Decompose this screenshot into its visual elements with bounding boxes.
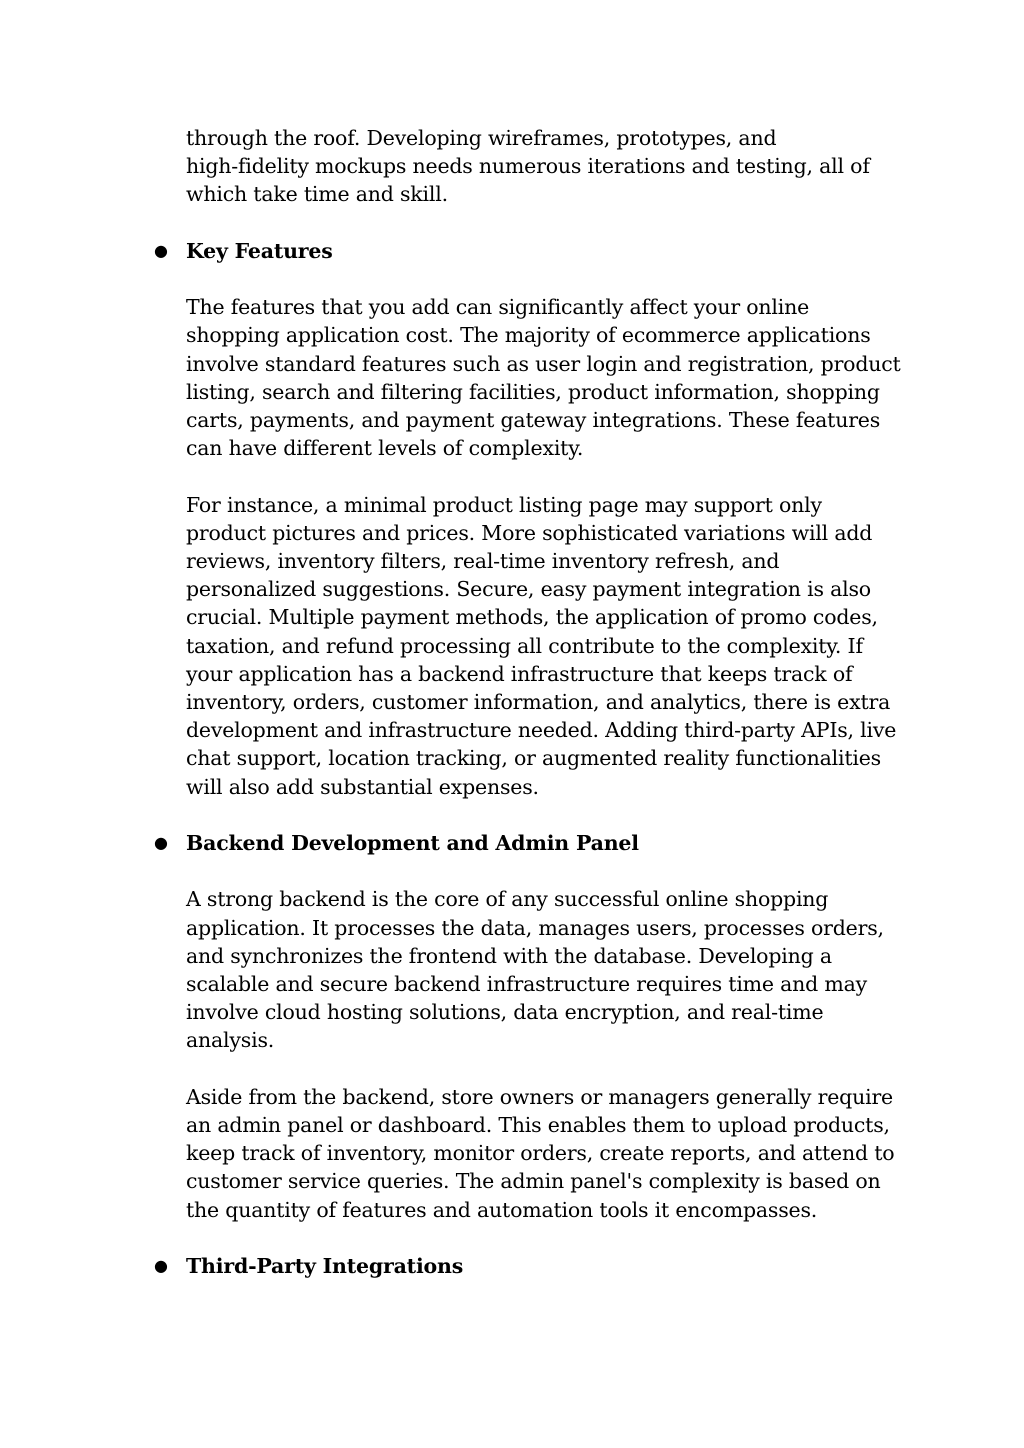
section-heading <box>154 1252 906 1280</box>
text-line: application. It processes the data, manages users, processes orders, <box>186 915 884 940</box>
text-line: can have different levels of complexity. <box>186 436 584 461</box>
section-heading <box>154 237 906 265</box>
text-line: customer service queries. The admin panel's complexity is based on <box>186 1169 881 1194</box>
paragraph <box>186 293 906 462</box>
text-line: taxation, and refund processing all contribute to the complexity. If <box>186 633 863 658</box>
paragraph-spacer <box>186 462 906 490</box>
text-line: A strong backend is the core of any successful online shopping <box>186 887 829 912</box>
paragraph-spacer <box>186 801 906 829</box>
text-line: product pictures and prices. More sophisticated variations will add <box>186 520 873 545</box>
text-line: involve standard features such as user login and registration, product <box>186 351 901 376</box>
text-line: personalized suggestions. Secure, easy payment integration is also <box>186 577 871 602</box>
paragraph-spacer <box>186 857 906 885</box>
text-line: inventory, orders, customer information, and analytics, there is extra <box>186 690 891 715</box>
text-line: carts, payments, and payment gateway integrations. These features <box>186 408 881 432</box>
text-line: through the roof. Developing wireframes, prototypes, and <box>186 126 777 150</box>
text-line: scalable and secure backend infrastructure requires time and may <box>186 972 868 997</box>
document-content <box>154 124 906 1280</box>
text-line: your application has a backend infrastructure that keeps track of <box>186 661 853 686</box>
text-line: Aside from the backend, store owners or managers generally require <box>186 1084 893 1109</box>
text-line: which take time and skill. <box>186 182 448 207</box>
text-line: high-fidelity mockups needs numerous iterations and testing, all of <box>186 154 870 179</box>
section-heading-text: Third-Party Integrations <box>186 1254 464 1279</box>
paragraph-spacer <box>186 1055 906 1083</box>
text-line: The features that you add can significantly affect your online <box>186 295 810 320</box>
section-heading-text: Key Features <box>186 238 333 263</box>
text-line: analysis. <box>186 1028 275 1053</box>
text-line: the quantity of features and automation tools it encompasses. <box>186 1197 818 1222</box>
text-line: shopping application cost. The majority of ecommerce applications <box>186 323 871 348</box>
bullet-icon: ● <box>154 240 168 260</box>
section-heading-text: Backend Development and Admin Panel <box>186 831 639 856</box>
text-line: chat support, location tracking, or augmented reality functionalities <box>186 746 881 771</box>
text-line: crucial. Multiple payment methods, the application of promo codes, <box>186 605 878 630</box>
text-line: development and infrastructure needed. Adding third-party APIs, live <box>186 718 897 743</box>
text-line: listing, search and filtering facilities, product information, shopping <box>186 379 880 404</box>
text-line: reviews, inventory filters, real-time inventory refresh, and <box>186 549 780 573</box>
text-line: and synchronizes the frontend with the database. Developing a <box>186 943 832 968</box>
paragraph <box>186 1083 906 1224</box>
bullet-icon: ● <box>154 1256 168 1276</box>
paragraph-spacer <box>186 1224 906 1252</box>
paragraph <box>186 491 906 801</box>
paragraph <box>186 885 906 1054</box>
section-heading <box>154 829 906 857</box>
bullet-icon: ● <box>154 833 168 853</box>
text-line: an admin panel or dashboard. This enables them to upload products, <box>186 1113 890 1138</box>
text-line: For instance, a minimal product listing page may support only <box>186 492 822 517</box>
text-line: keep track of inventory, monitor orders, create reports, and attend to <box>186 1141 895 1166</box>
text-line: involve cloud hosting solutions, data encryption, and real-time <box>186 1000 824 1025</box>
paragraph-spacer <box>186 209 906 237</box>
paragraph <box>186 124 906 209</box>
paragraph-spacer <box>186 265 906 293</box>
text-line: will also add substantial expenses. <box>186 774 539 799</box>
